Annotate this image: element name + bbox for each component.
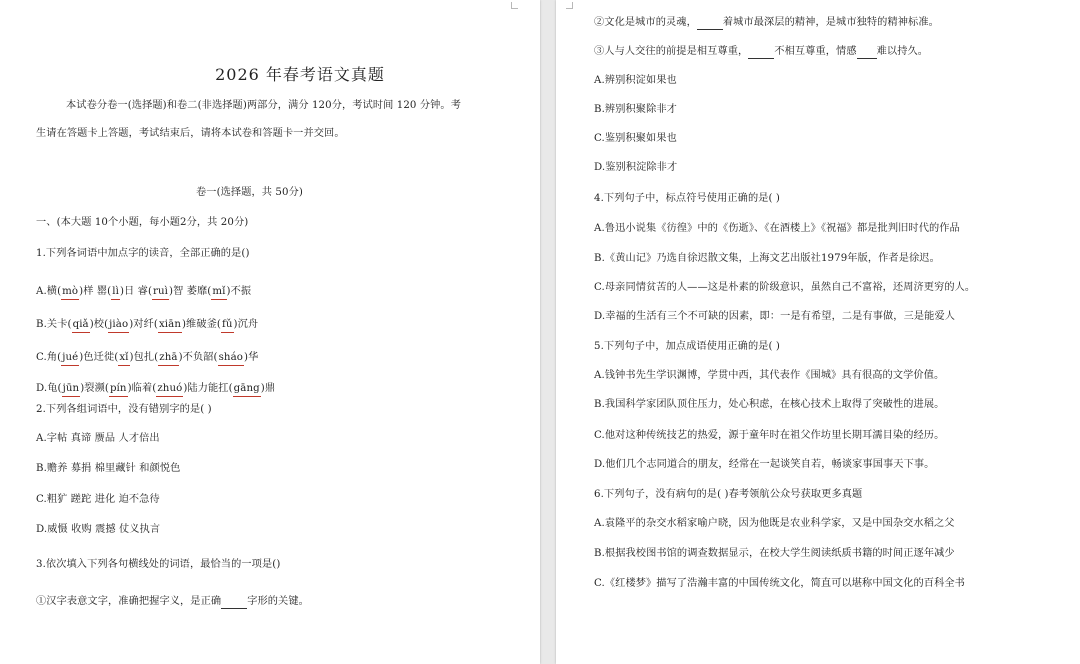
fill-blank xyxy=(697,18,723,30)
question-4-option-b: B.《黄山记》乃选自徐迟散文集，上海文艺出版社1979年版，作者是徐迟。 xyxy=(594,253,940,264)
question-6-option-b: B.根据我校图书馆的调查数据显示，在校大学生阅读纸质书籍的时间正逐年减少 xyxy=(594,548,955,559)
intro-line-2: 生请在答题卡上答题，考试结束后，请将本试卷和答题卡一并交回。 xyxy=(36,128,345,139)
question-5-option-a: A.钱钟书先生学识渊博，学贯中西，其代表作《围城》具有很高的文学价值。 xyxy=(594,370,945,381)
question-3-option-b: B.辨别积聚除非才 xyxy=(594,104,677,115)
question-1-option-a: A.横(mò)样 罂(lì)日 睿(ruì)智 萎靡(mǐ)不振 xyxy=(36,285,251,300)
question-5-option-c: C.他对这种传统技艺的热爱，源于童年时在祖父作坊里长期耳濡目染的经历。 xyxy=(594,430,945,441)
question-3-sentence-3: ③人与人交往的前提是相互尊重， 不相互尊重，情感 难以持久。 xyxy=(594,46,929,57)
document-page-right xyxy=(556,0,1080,664)
question-4-option-a: A.鲁迅小说集《彷徨》中的《伤逝》、《在酒楼上》《祝福》都是批判旧时代的作品 xyxy=(594,223,960,234)
page-corner-mark xyxy=(566,2,573,9)
fill-blank xyxy=(857,47,877,59)
part-heading: 一、(本大题 10个小题，每小题2分，共 20分) xyxy=(36,217,249,228)
question-2-option-a: A.字帖 真谛 赝品 人才倍出 xyxy=(36,433,160,444)
question-3-option-d: D.鉴别积淀除非才 xyxy=(594,162,678,173)
question-5-option-d: D.他们几个志同道合的朋友，经常在一起谈笑自若，畅谈家事国事天下事。 xyxy=(594,459,935,470)
question-6: 6.下列句子，没有病句的是( )春考领航公众号获取更多真题 xyxy=(594,489,863,500)
question-2-option-b: B.赡养 募捐 棉里藏针 和颜悦色 xyxy=(36,463,181,474)
question-2-option-d: D.威慑 收购 震撼 仗义执言 xyxy=(36,524,161,535)
page-corner-mark xyxy=(511,2,518,9)
question-1: 1.下列各词语中加点字的读音，全部正确的是() xyxy=(36,248,250,259)
question-4: 4.下列句子中，标点符号使用正确的是( ) xyxy=(594,193,781,204)
fill-blank xyxy=(748,47,774,59)
section-heading: 卷一(选择题，共 50分) xyxy=(196,187,303,198)
question-4-option-c: C.母亲同情贫苦的人——这是朴素的阶级意识，虽然自己不富裕，还周济更穷的人。 xyxy=(594,282,976,293)
question-3-sentence-1: ①汉字表意文字，准确把握字义，是正确 字形的关键。 xyxy=(36,596,309,607)
question-1-option-b: B.关卡(qiǎ)校(jiào)对纤(xiān)维破釜(fǔ)沉舟 xyxy=(36,318,258,333)
question-6-option-c: C.《红楼梦》描写了浩瀚丰富的中国传统文化，简直可以堪称中国文化的百科全书 xyxy=(594,578,965,589)
question-6-option-a: A.袁隆平的杂交水稻家喻户晓，因为他既是农业科学家，又是中国杂交水稻之父 xyxy=(594,518,955,529)
intro-line-1: 本试卷分卷一(选择题)和卷二(非选择题)两部分，满分 120分，考试时间 120 分钟。考 xyxy=(66,100,461,111)
question-3-option-c: C.鉴别积聚如果也 xyxy=(594,133,677,144)
question-5-option-b: B.我国科学家团队顶住压力，处心积虑，在核心技术上取得了突破性的进展。 xyxy=(594,399,945,410)
question-5: 5.下列句子中，加点成语使用正确的是( ) xyxy=(594,341,781,352)
question-1-option-d: D.龟(jūn)裂濒(pín)临着(zhuó)陆力能扛(gāng)鼎 xyxy=(36,382,275,397)
question-2-option-c: C.粗犷 蹉跎 进化 迫不急待 xyxy=(36,494,160,505)
question-4-option-d: D.幸福的生活有三个不可缺的因素，即：一是有希望，二是有事做，三是能爱人 xyxy=(594,311,956,322)
fill-blank xyxy=(221,597,247,609)
question-3-option-a: A.辨别积淀如果也 xyxy=(594,75,677,86)
question-3-sentence-2: ②文化是城市的灵魂， 着城市最深层的精神，是城市独特的精神标准。 xyxy=(594,17,939,28)
question-2: 2.下列各组词语中，没有错别字的是( ) xyxy=(36,404,212,415)
question-1-option-c: C.角(jué)色迁徙(xǐ)包扎(zhā)不负韶(sháo)华 xyxy=(36,351,258,366)
question-3: 3.依次填入下列各句横线处的词语，最恰当的一项是() xyxy=(36,559,281,570)
exam-title: 2026 年春考语文真题 xyxy=(215,65,385,84)
